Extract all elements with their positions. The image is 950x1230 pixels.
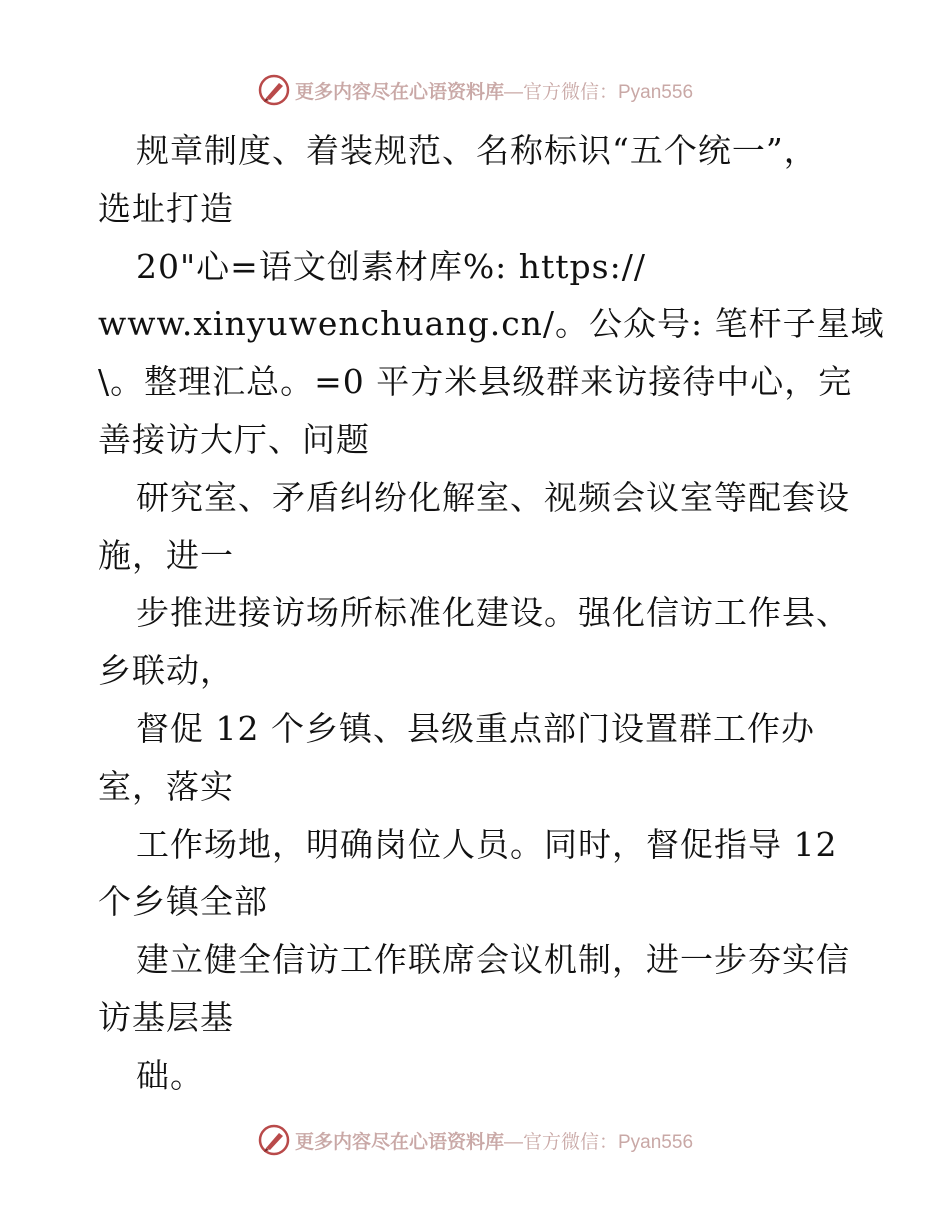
text-line: 室，落实 <box>98 766 234 806</box>
text-line: 建立健全信访工作联席会议机制，进一步夯实信 <box>136 940 850 980</box>
text-line: 20"心=语文创素材库%: https:// <box>136 246 646 286</box>
footer-banner <box>0 1120 950 1160</box>
text-line: 乡联动， <box>98 651 234 691</box>
text-line: 施，进一 <box>98 535 234 575</box>
document-body <box>98 122 885 1105</box>
pen-logo-icon <box>257 1123 291 1157</box>
banner-contact: —官方微信：Pyan556 <box>504 81 694 103</box>
banner-text: 更多内容尽在心语资料库 <box>294 1130 504 1153</box>
text-line: 督促 12 个乡镇、县级重点部门设置群工作办 <box>136 708 815 748</box>
text-line: 个乡镇全部 <box>98 882 268 922</box>
pen-logo-icon <box>257 73 291 107</box>
text-line: 工作场地，明确岗位人员。同时，督促指导 12 <box>136 824 838 864</box>
text-line: 础。 <box>136 1055 204 1095</box>
text-line: www.xinyuwenchuang.cn/。公众号: 笔杆子星域 <box>98 304 885 344</box>
text-line: 规章制度、着装规范、名称标识“五个统一”， <box>136 131 818 170</box>
text-line: 选址打造 <box>98 188 234 228</box>
text-line: 善接访大厅、问题 <box>98 419 370 459</box>
text-line: 步推进接访场所标准化建设。强化信访工作县、 <box>136 593 850 633</box>
banner-text: 更多内容尽在心语资料库 <box>294 80 504 103</box>
header-banner <box>0 70 950 110</box>
text-line: \。整理汇总。=0 平方米县级群来访接待中心，完 <box>98 362 853 402</box>
banner-contact: —官方微信：Pyan556 <box>504 1131 694 1153</box>
text-line: 研究室、矛盾纠纷化解室、视频会议室等配套设 <box>136 477 850 517</box>
text-line: 访基层基 <box>98 997 234 1037</box>
